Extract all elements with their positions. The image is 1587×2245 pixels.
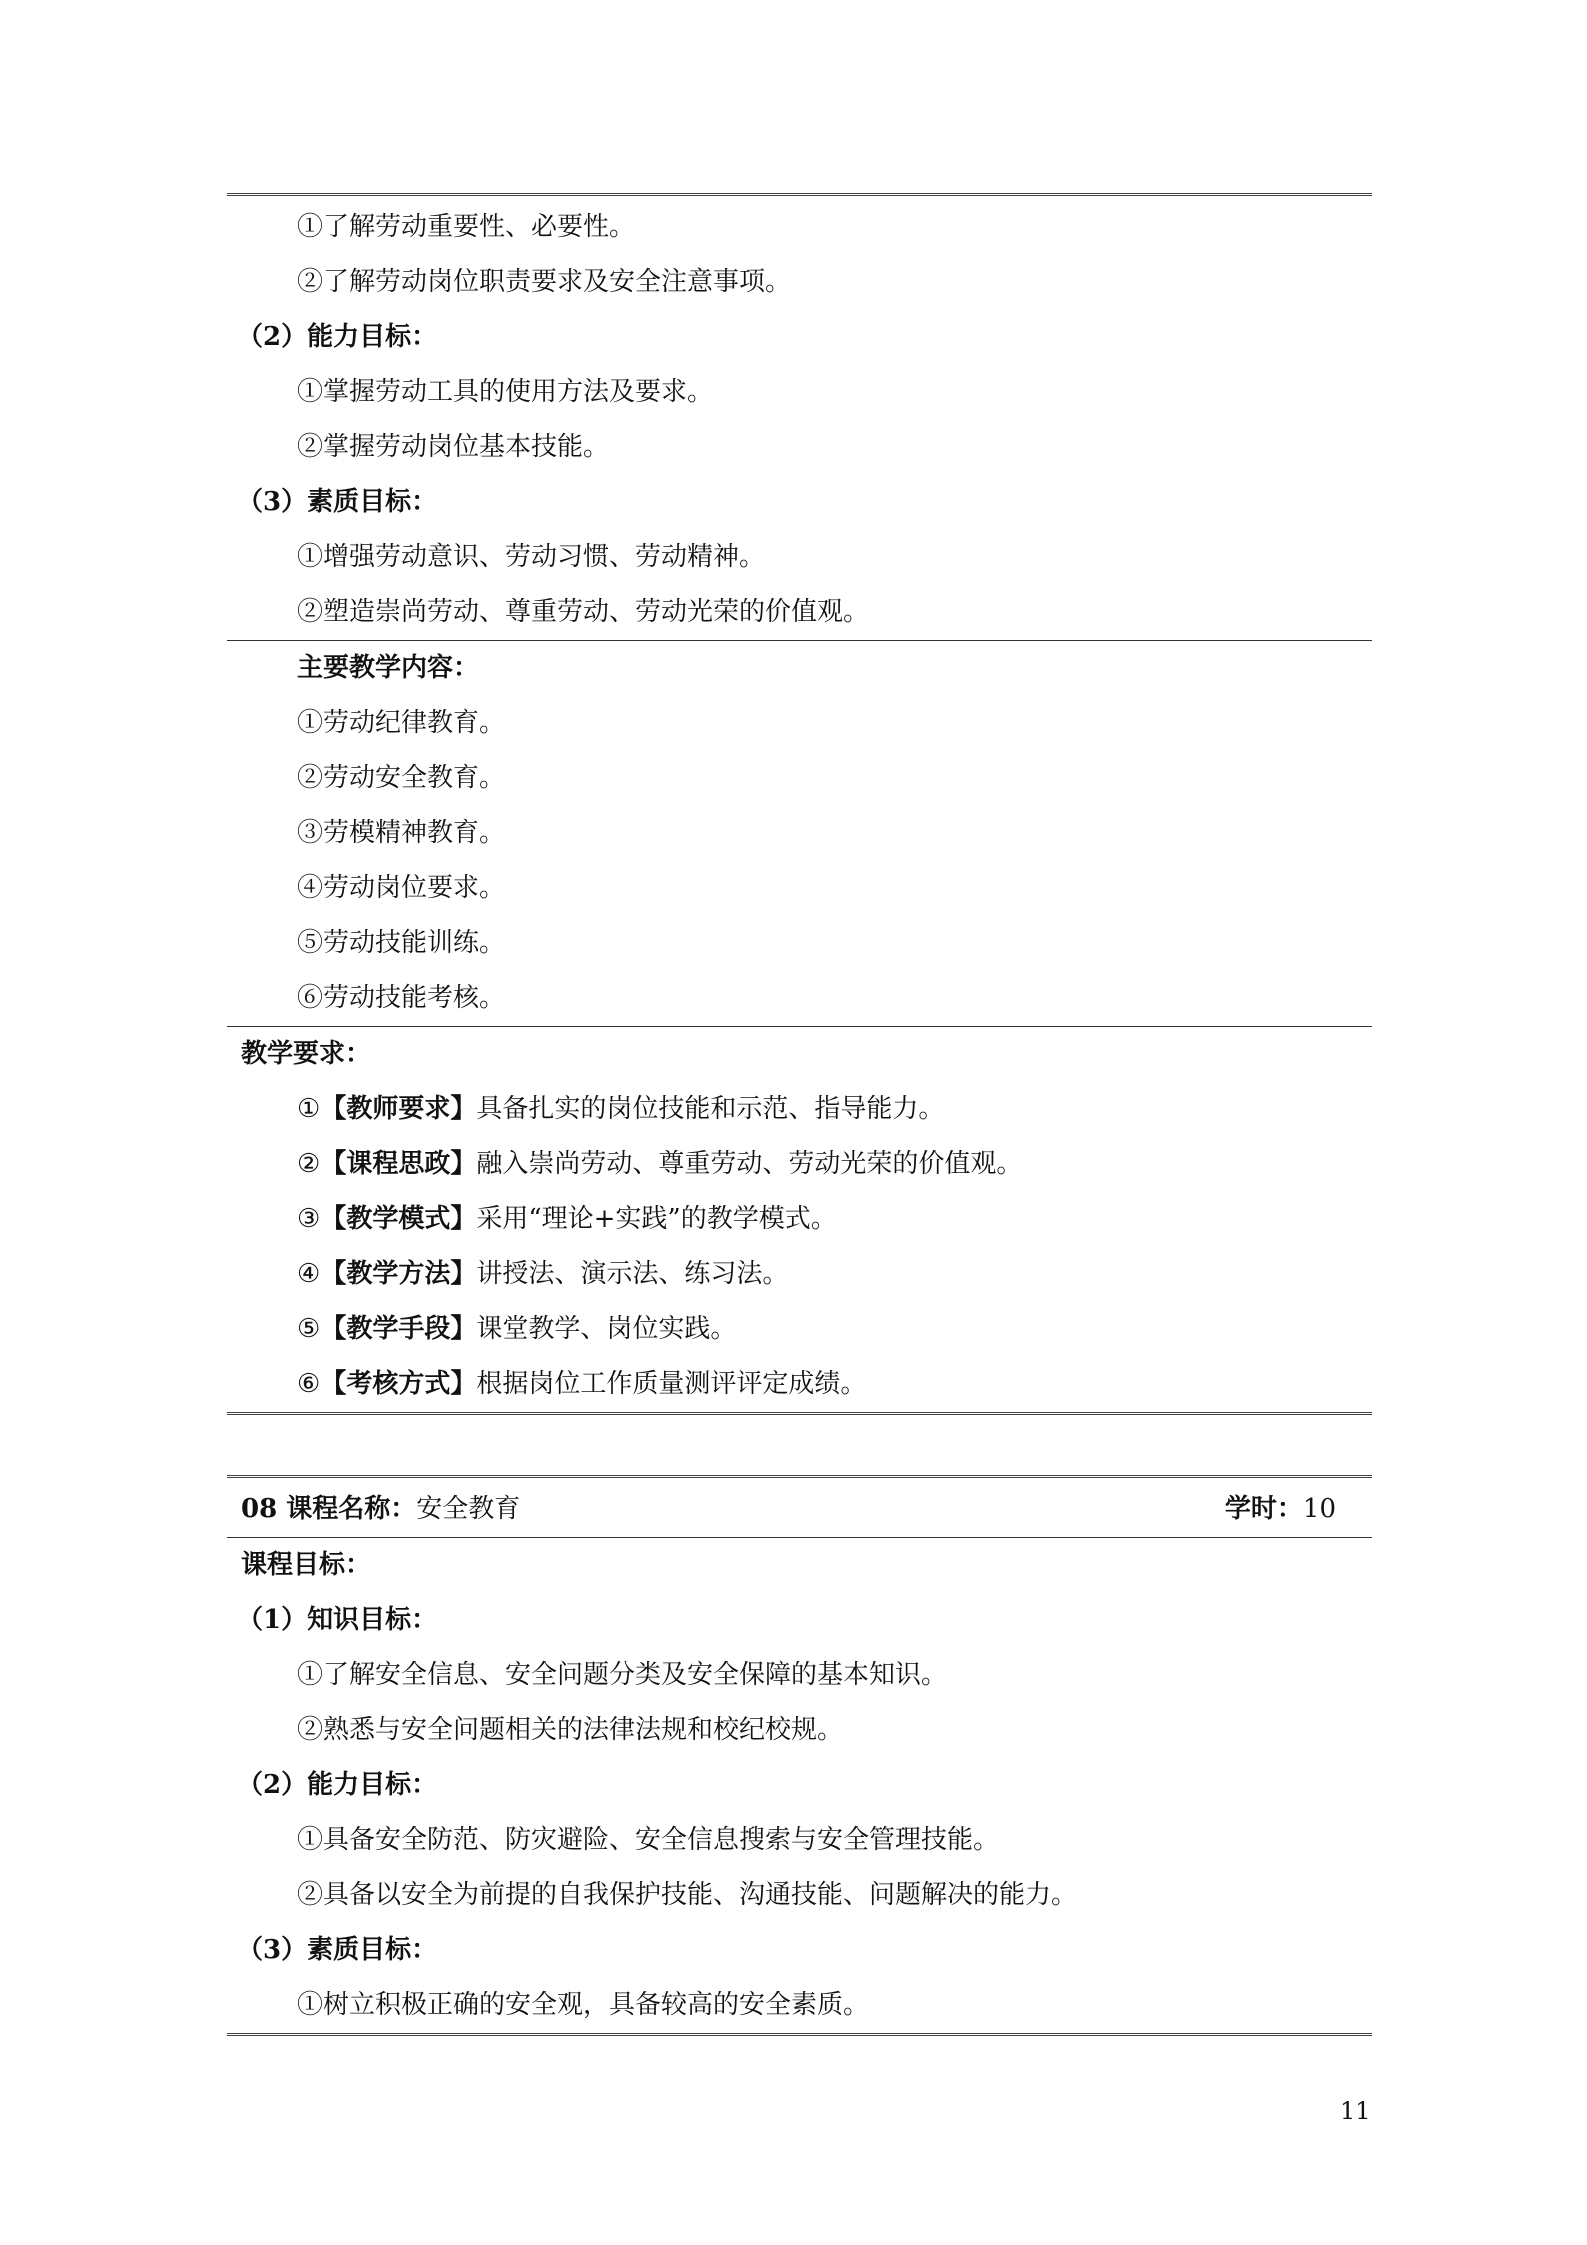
ability-item: ②掌握劳动岗位基本技能。 (297, 432, 610, 462)
quality-item: ②塑造崇尚劳动、尊重劳动、劳动光荣的价值观。 (297, 597, 870, 627)
requirements-heading: 教学要求： (241, 1039, 372, 1069)
requirement-item: ③【教学模式】采用“理论+实践”的教学模式。 (297, 1204, 837, 1234)
page-number: 11 (1340, 2097, 1371, 2125)
quality-heading: （3）素质目标： (237, 1935, 438, 1965)
content-item: ②劳动安全教育。 (297, 763, 506, 793)
table-gap (227, 1419, 1372, 1475)
quality-item: ①增强劳动意识、劳动习惯、劳动精神。 (297, 542, 766, 572)
content-item: ①劳动纪律教育。 (297, 708, 506, 738)
table-bottom-border (227, 2033, 1372, 2040)
ability-item: ②具备以安全为前提的自我保护技能、沟通技能、问题解决的能力。 (297, 1880, 1078, 1910)
knowledge-item: ①了解安全信息、安全问题分类及安全保障的基本知识。 (297, 1660, 948, 1690)
table-top-border (227, 1475, 1372, 1482)
knowledge-item: ②熟悉与安全问题相关的法律法规和校纪校规。 (297, 1715, 844, 1745)
quality-heading: （3）素质目标： (237, 487, 438, 517)
ability-item: ①掌握劳动工具的使用方法及要求。 (297, 377, 714, 407)
requirement-item: ②【课程思政】融入崇尚劳动、尊重劳动、劳动光荣的价值观。 (297, 1149, 1023, 1179)
requirement-item: ④【教学方法】讲授法、演示法、练习法。 (297, 1259, 789, 1289)
ability-heading: （2）能力目标： (237, 1770, 438, 1800)
goal-heading: 课程目标： (241, 1550, 372, 1580)
course-hours: 学时：10 (1224, 1494, 1336, 1524)
course-title: 08 课程名称：安全教育 (241, 1494, 521, 1524)
quality-item: ①树立积极正确的安全观，具备较高的安全素质。 (297, 1990, 870, 2020)
requirement-item: ⑥【考核方式】根据岗位工作质量测评评定成绩。 (297, 1369, 867, 1399)
content-item: ③劳模精神教育。 (297, 818, 506, 848)
requirement-item: ⑤【教学手段】课堂教学、岗位实践。 (297, 1314, 737, 1344)
content-item: ⑥劳动技能考核。 (297, 983, 506, 1013)
requirement-item: ①【教师要求】具备扎实的岗位技能和示范、指导能力。 (297, 1094, 945, 1124)
knowledge-item: ①了解劳动重要性、必要性。 (297, 212, 636, 242)
ability-item: ①具备安全防范、防灾避险、安全信息搜索与安全管理技能。 (297, 1825, 1000, 1855)
content-heading: 主要教学内容： (297, 653, 480, 683)
ability-heading: （2）能力目标： (237, 322, 438, 352)
knowledge-item: ②了解劳动岗位职责要求及安全注意事项。 (297, 267, 792, 297)
knowledge-heading: （1）知识目标： (237, 1605, 438, 1635)
table-bottom-border (227, 1412, 1372, 1419)
table-top-border (227, 193, 1372, 200)
course-header-row (227, 1482, 1372, 1537)
content-item: ⑤劳动技能训练。 (297, 928, 506, 958)
content-item: ④劳动岗位要求。 (297, 873, 506, 903)
page-content (227, 193, 1372, 2040)
